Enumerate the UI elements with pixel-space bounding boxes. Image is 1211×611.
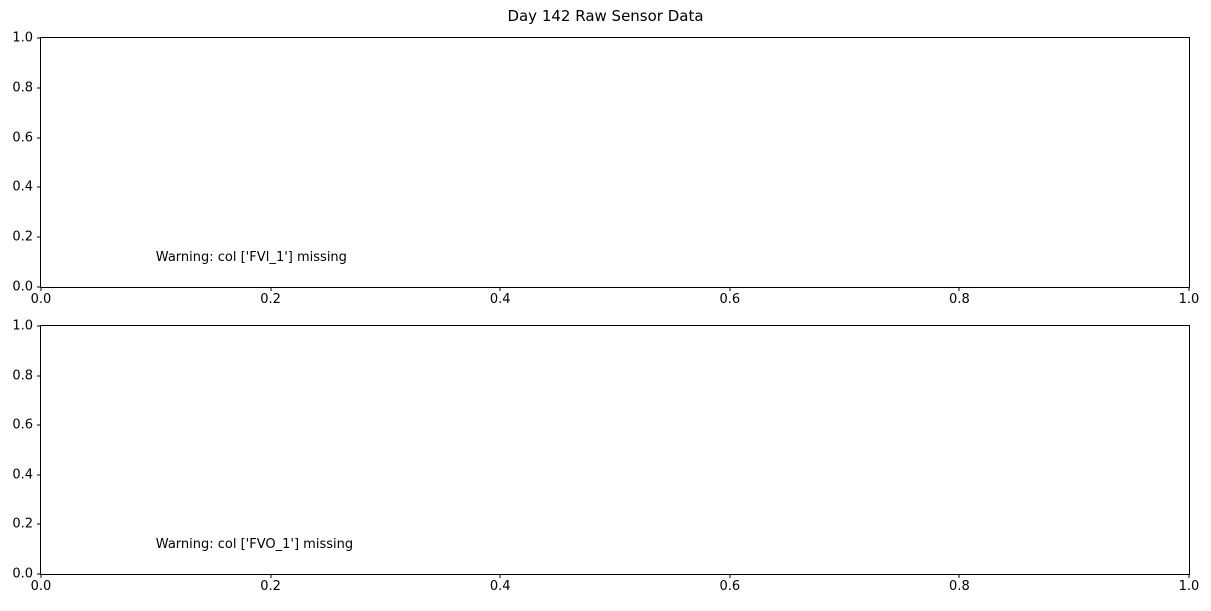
x-tick-label: 0.4 <box>489 579 511 594</box>
y-tick-mark <box>37 38 41 39</box>
y-tick-label: 0.4 <box>12 467 33 483</box>
y-tick-label: 1.0 <box>12 318 33 334</box>
x-tick-mark <box>959 287 960 291</box>
y-tick-label: 0.2 <box>12 229 33 245</box>
y-tick-label: 0.6 <box>12 417 33 433</box>
y-tick-mark <box>37 187 41 188</box>
y-tick-mark <box>37 474 41 475</box>
x-tick-mark <box>729 287 730 291</box>
subplot-bottom-axes <box>12 318 1200 594</box>
x-tick-label: 0.6 <box>719 292 741 307</box>
y-tick-label: 0.8 <box>12 368 33 384</box>
x-tick-mark <box>729 574 730 578</box>
x-tick-mark <box>270 574 271 578</box>
warning-text-bottom: Warning: col ['FVO_1'] missing <box>155 536 354 552</box>
figure-title: Day 142 Raw Sensor Data <box>507 7 704 25</box>
y-tick-mark <box>37 425 41 426</box>
x-tick-mark <box>41 287 42 291</box>
x-tick-label: 0.4 <box>489 292 511 307</box>
x-tick-label: 1.0 <box>1178 292 1200 307</box>
x-tick-label: 0.6 <box>719 579 741 594</box>
warning-text-top: Warning: col ['FVI_1'] missing <box>155 249 347 265</box>
x-tick-mark <box>270 287 271 291</box>
x-tick-label: 0.2 <box>260 579 281 594</box>
y-tick-label: 0.6 <box>12 130 33 146</box>
y-tick-label: 0.0 <box>12 566 33 582</box>
y-tick-label: 0.2 <box>12 516 33 532</box>
y-tick-mark <box>37 375 41 376</box>
y-tick-mark <box>37 574 41 575</box>
x-tick-mark <box>500 574 501 578</box>
x-tick-label: 1.0 <box>1178 579 1200 594</box>
y-tick-mark <box>37 87 41 88</box>
y-tick-mark <box>37 237 41 238</box>
x-tick-mark <box>959 574 960 578</box>
y-tick-label: 1.0 <box>12 30 33 46</box>
y-tick-label: 0.0 <box>12 279 33 295</box>
x-tick-label: 0.8 <box>949 579 970 594</box>
y-tick-mark <box>37 287 41 288</box>
x-tick-label: 0.0 <box>30 579 52 594</box>
x-tick-mark <box>500 287 501 291</box>
y-tick-mark <box>37 524 41 525</box>
y-tick-label: 0.8 <box>12 80 33 96</box>
x-tick-mark <box>1189 287 1190 291</box>
y-tick-mark <box>37 137 41 138</box>
x-tick-mark <box>41 574 42 578</box>
x-tick-label: 0.2 <box>260 292 281 307</box>
x-tick-label: 0.0 <box>30 292 52 307</box>
y-tick-label: 0.4 <box>12 179 33 195</box>
subplot-top-axes <box>12 30 1200 307</box>
x-tick-mark <box>1189 574 1190 578</box>
x-tick-label: 0.8 <box>949 292 970 307</box>
y-tick-mark <box>37 326 41 327</box>
